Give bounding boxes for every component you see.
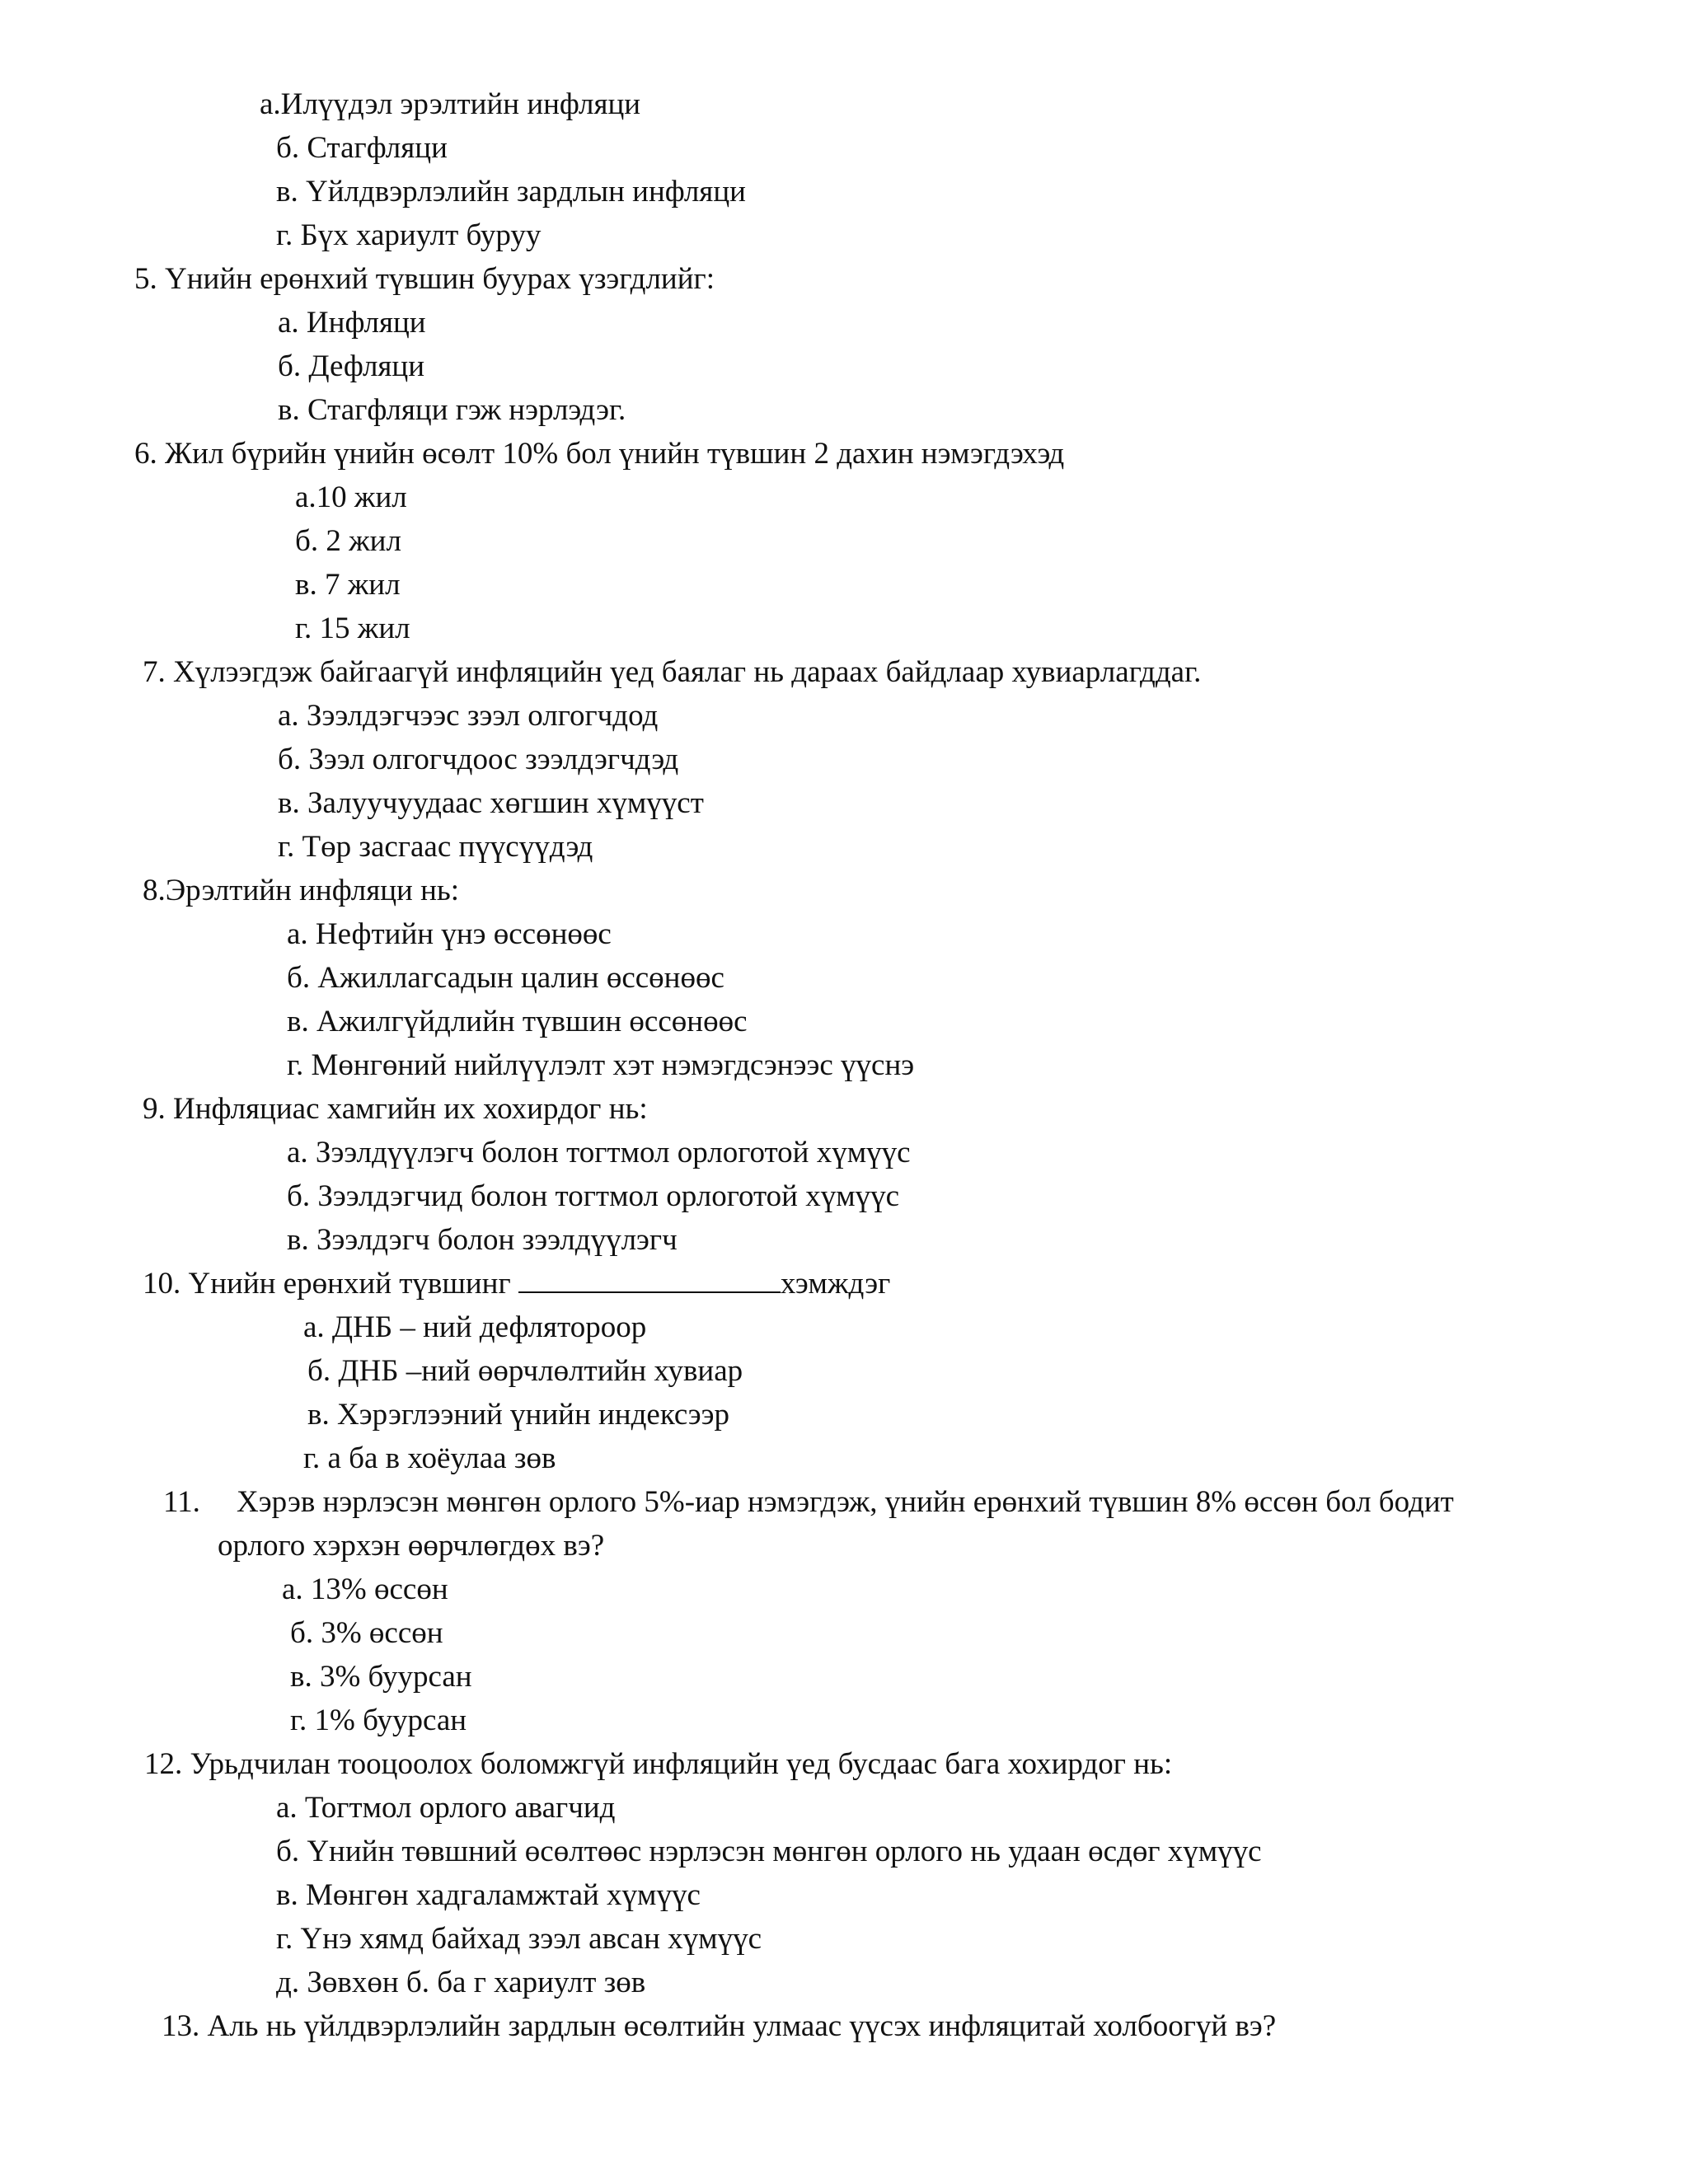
q12-option-a: а. Тогтмол орлого авагчид: [276, 1791, 616, 1825]
question-8: 8.Эрэлтийн инфляци нь:: [143, 874, 460, 907]
q7-option-b: б. Зээл олгогчдоос зээлдэгчдэд: [278, 743, 679, 776]
question-10: [143, 1263, 890, 1305]
q8-option-a: а. Нефтийн үнэ өссөнөөс: [287, 917, 612, 951]
q11-option-a: а. 13% өссөн: [282, 1572, 448, 1606]
q10-option-c: в. Хэрэглээний үнийн индексээр: [307, 1398, 730, 1432]
q10-option-a: а. ДНБ – ний дефляторoор: [303, 1310, 647, 1344]
q5-option-b: б. Дефляци: [278, 349, 425, 383]
question-13: 13. Аль нь үйлдвэрлэлийн зардлын өсөлтийн улмаас үүсэх инфляцитай холбоогүй вэ?: [162, 2009, 1277, 2043]
answer-blank: [518, 1267, 781, 1293]
question-12: 12. Урьдчилан тооцоолох боломжгүй инфляцийн үед бусдаас бага хохирдог нь:: [144, 1747, 1173, 1781]
option-b: б. Стагфляци: [276, 131, 448, 165]
q8-option-c: в. Ажилгүйдлийн түвшин өссөнөөс: [287, 1005, 748, 1038]
q10-option-d: г. а ба в хоёулаа зөв: [303, 1441, 556, 1475]
option-d: г. Бүх хариулт буруу: [276, 218, 542, 252]
question-10-text-end: хэмждэг: [780, 1267, 891, 1301]
q6-option-a: а.10 жил: [295, 480, 407, 514]
option-c: в. Үйлдвэрлэлийн зардлын инфляци: [276, 175, 746, 209]
q11-option-b: б. 3% өссөн: [290, 1616, 443, 1650]
q5-option-a: а. Инфляци: [278, 306, 426, 340]
q10-option-b: б. ДНБ –ний өөрчлөлтийн хувиар: [307, 1354, 743, 1388]
q12-option-b: б. Үнийн төвшний өсөлтөөс нэрлэсэн мөнгөн орлого нь удаан өсдөг хүмүүс: [276, 1835, 1262, 1868]
q9-option-c: в. Зээлдэгч болон зээлдүүлэгч: [287, 1223, 678, 1257]
q7-option-d: г. Төр засгаас пүүсүүдэд: [278, 830, 593, 864]
q8-option-b: б. Ажиллагсадын цалин өссөнөөс: [287, 961, 724, 995]
question-11-number: 11.: [163, 1485, 200, 1519]
q6-option-d: г. 15 жил: [295, 612, 410, 645]
q5-option-c: в. Стагфляци гэж нэрлэдэг.: [278, 393, 626, 427]
q8-option-d: г. Мөнгөний нийлүүлэлт хэт нэмэгдсэнээс үүснэ: [287, 1048, 915, 1082]
option-a: а.Илүүдэл эрэлтийн инфляци: [260, 87, 641, 121]
q12-option-c: в. Мөнгөн хадгаламжтай хүмүүс: [276, 1878, 701, 1912]
question-5: 5. Үнийн ерөнхий түвшин буурах үзэгдлийг:: [134, 262, 715, 296]
question-11-continued: орлого хэрхэн өөрчлөгдөх вэ?: [218, 1529, 605, 1563]
q11-option-c: в. 3% буурсан: [290, 1660, 472, 1694]
q9-option-b: б. Зээлдэгчид болон тогтмол орлоготой хүмүүс: [287, 1179, 900, 1213]
q12-option-e: д. Зөвхөн б. ба г хариулт зөв: [276, 1966, 646, 1999]
question-10-text: 10. Үнийн ерөнхий түвшинг: [143, 1267, 518, 1301]
question-9: 9. Инфляциас хамгийн их хохирдог нь:: [143, 1092, 648, 1126]
q7-option-a: а. Зээлдэгчээс зээл олгогчдод: [278, 699, 659, 733]
question-11: Хэрэв нэрлэсэн мөнгөн орлого 5%-иар нэмэгдэж, үнийн ерөнхий түвшин 8% өссөн бол бодит: [237, 1485, 1454, 1519]
q12-option-d: г. Үнэ хямд байхад зээл авсан хүмүүс: [276, 1922, 762, 1956]
q9-option-a: а. Зээлдүүлэгч болон тогтмол орлоготой хүмүүс: [287, 1136, 911, 1169]
q6-option-b: б. 2 жил: [295, 524, 401, 558]
question-7: 7. Хүлээгдэж байгаагүй инфляцийн үед баялаг нь дараах байдлаар хувиарлагддаг.: [143, 655, 1202, 689]
q11-option-d: г. 1% буурсан: [290, 1704, 467, 1737]
question-6: 6. Жил бүрийн үнийн өсөлт 10% бол үнийн түвшин 2 дахин нэмэгдэхэд: [134, 437, 1065, 471]
q7-option-c: в. Залуучуудаас хөгшин хүмүүст: [278, 786, 704, 820]
q6-option-c: в. 7 жил: [295, 568, 401, 602]
